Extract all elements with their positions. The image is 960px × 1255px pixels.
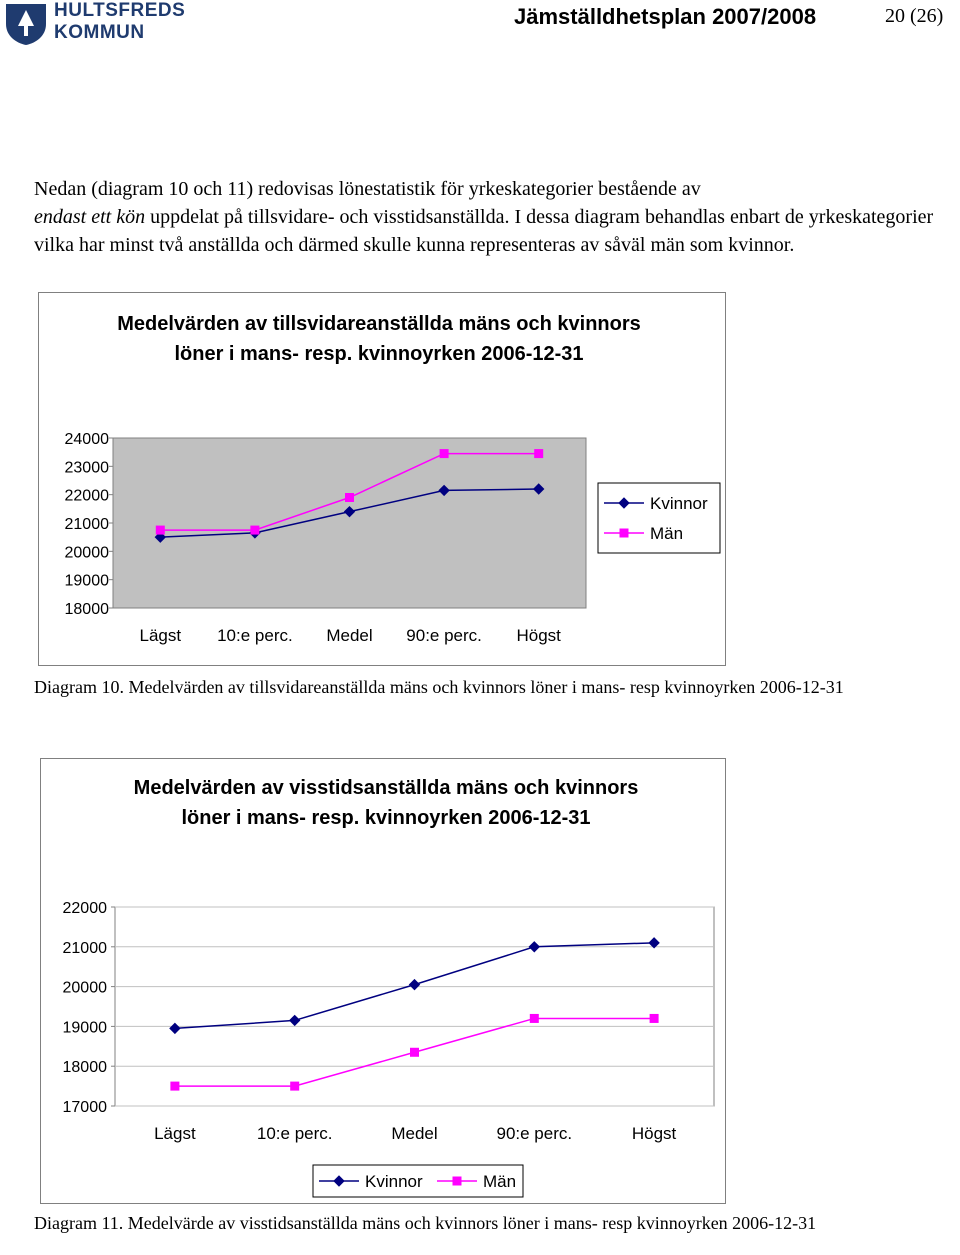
chart-0-series-1-point	[346, 494, 354, 502]
logo-line-2: KOMMUN	[54, 22, 145, 43]
document-title: Jämställdhetsplan 2007/2008	[514, 4, 817, 29]
chart-1-series-1-point	[530, 1014, 538, 1022]
chart-1-series-1-point	[650, 1014, 658, 1022]
chart-0-ytick-label: 24000	[64, 431, 109, 448]
logo-text	[54, 0, 185, 44]
chart-11-svg	[41, 759, 725, 1203]
chart-1-ytick-label: 19000	[62, 1019, 107, 1037]
chart-0-category-label: Högst	[516, 626, 561, 645]
chart-0-series-1-point	[440, 450, 448, 458]
intro-text-italic: endast ett kön	[34, 206, 146, 228]
chart-10-frame	[38, 292, 726, 666]
chart-11-caption: Diagram 11. Medelvärde av visstidsanställda mäns och kvinnors löner i mans- resp kvinnoyrken 2006-12-31	[34, 1213, 817, 1233]
chart-1-ytick-label: 22000	[62, 900, 107, 917]
intro-paragraph	[34, 175, 934, 259]
chart-0-series-1-point	[535, 450, 543, 458]
chart-1-ytick-label: 21000	[62, 939, 107, 957]
chart-0-legend-marker	[620, 529, 628, 537]
intro-text-before: Nedan (diagram 10 och 11) redovisas lönestatistik för yrkeskategorier bestående av	[34, 178, 701, 200]
chart-0-ytick-label: 21000	[64, 516, 109, 533]
chart-1-plot-area	[115, 907, 714, 1106]
chart-0-series-1-point	[251, 526, 259, 534]
chart-1-category-label: 90:e perc.	[496, 1124, 573, 1143]
chart-1-ytick-label: 20000	[62, 979, 107, 997]
chart-0-category-label: Lägst	[139, 626, 182, 645]
chart-0-legend-label: Män	[650, 524, 684, 543]
chart-1-legend-label: Kvinnor	[365, 1172, 423, 1191]
crest-icon	[4, 2, 48, 46]
chart-11-frame	[40, 758, 726, 1204]
chart-0-category-label: 10:e perc.	[217, 626, 293, 645]
chart-0-ytick-label: 22000	[64, 487, 109, 505]
chart-0-ytick-label: 23000	[64, 459, 109, 477]
chart-0-ytick-label: 18000	[64, 601, 109, 618]
chart-1-category-label: Lägst	[154, 1124, 196, 1143]
logo-line-1: HULTSFREDS	[54, 0, 186, 21]
chart-1-ytick-label: 18000	[62, 1059, 107, 1077]
chart-10-caption: Diagram 10. Medelvärden av tillsvidareanställda mäns och kvinnors löner i mans- resp kvinnoyrken 2006-12-31	[34, 677, 844, 697]
chart-1-legend-marker	[453, 1177, 461, 1185]
chart-10-svg	[39, 293, 725, 665]
chart-0-category-label: 90:e perc.	[406, 626, 482, 645]
intro-text-after: uppdelat på tillsvidare- och visstidsanställda. I dessa diagram behandlas enbart de yrkeskategorier vilka har minst två anställda och därmed skulle kunna representeras av såväl män som kvinnor.	[34, 206, 934, 256]
chart-1-series-1-point	[171, 1082, 179, 1090]
chart-0-ytick-label: 20000	[64, 544, 109, 562]
chart-0-ytick-label: 19000	[64, 572, 109, 590]
chart-1-ytick-label: 17000	[62, 1099, 107, 1116]
page-number: 20 (26)	[885, 5, 944, 27]
chart-0-category-label: Medel	[326, 626, 373, 645]
municipality-logo	[4, 2, 48, 46]
chart-10-title: Medelvärden av tillsvidareanställda mäns och kvinnors löner i mans- resp. kvinnoyrken 2006-12-31	[117, 313, 641, 365]
chart-0-plot-area	[113, 438, 586, 608]
chart-1-legend-label: Män	[483, 1172, 517, 1191]
chart-1-category-label: Medel	[391, 1124, 438, 1143]
chart-1-category-label: Högst	[631, 1124, 677, 1143]
chart-1-series-1-point	[411, 1048, 419, 1056]
chart-1-series-1-point	[291, 1082, 299, 1090]
chart-11-title: Medelvärden av visstidsanställda mäns och kvinnors löner i mans- resp. kvinnoyrken 2006-12-31	[133, 777, 639, 829]
chart-1-category-label: 10:e perc.	[256, 1124, 333, 1143]
chart-0-legend-label: Kvinnor	[650, 494, 708, 513]
chart-0-series-1-point	[156, 526, 164, 534]
